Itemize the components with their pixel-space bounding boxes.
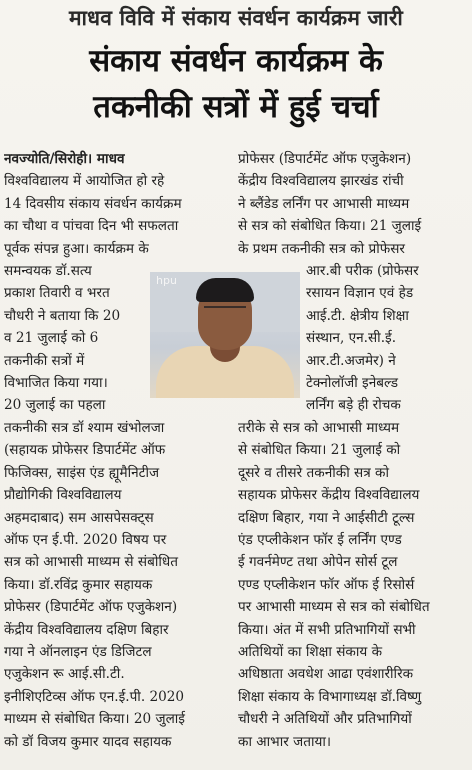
right-line: सहायक प्रोफेसर केंद्रीय विश्वविद्यालय (238, 487, 420, 504)
left-line: सत्र को आभासी माध्यम से संबोधित (4, 554, 179, 571)
left-line: प्रकाश तिवारी व भरत (4, 285, 110, 302)
right-line: एंड एप्लीकेशन फॉर ई लर्निंग एण्ड (238, 531, 402, 548)
left-line: अहमदाबाद) सम आसपेसक्ट्स (4, 509, 154, 526)
left-line: का चौथा व पांचवा दिन भी सफलता (4, 218, 179, 235)
right-line: अधिष्ठाता अवधेश आढा एवंशारीरिक (238, 666, 414, 683)
right-text-column (238, 148, 468, 753)
right-line: तरीके से सत्र को आभासी माध्यम (238, 419, 400, 436)
left-column-wrap (4, 260, 230, 417)
left-line: तकनीकी सत्र डॉ श्याम खंभोलजा (4, 419, 165, 436)
left-line: केंद्रीय विश्वविद्यालय दक्षिण बिहार (4, 621, 169, 638)
left-line: किया। डॉ.रविंद्र कुमार सहायक (4, 576, 153, 593)
left-text-column (4, 148, 230, 753)
right-column-wrap (306, 260, 468, 417)
right-line: से संबोधित किया। 21 जुलाई को (238, 442, 401, 459)
left-column-bottom (4, 417, 230, 753)
photo-corner-label: hpu (156, 274, 177, 287)
right-line: ने ब्लैंडेड लर्निंग पर आभासी माध्यम (238, 195, 410, 212)
left-line: प्रोफेसर (डिपार्टमेंट ऑफ एजुकेशन) (4, 599, 178, 616)
right-line: पर आभासी माध्यम से सत्र को संबोधित (238, 599, 430, 616)
right-line: से सत्र को संबोधित किया। 21 जुलाई (238, 218, 422, 235)
right-line: लर्निंग बड़े ही रोचक (306, 397, 401, 414)
left-line: 14 दिवसीय संकाय संवर्धन कार्यक्रम (4, 195, 182, 212)
right-line: संस्थान, एन.सी.ई. (306, 330, 397, 347)
right-line: आर.बी परीक (प्रोफेसर (306, 263, 419, 280)
right-line: रसायन विज्ञान एवं हेड (306, 285, 414, 302)
right-wrap-lines (306, 260, 468, 417)
article-kicker: माधव विवि में संकाय संवर्धन कार्यक्रम जारी (68, 6, 404, 30)
right-line: एण्ड एप्लीकेशन फॉर ऑफ ई रिसोर्स (238, 576, 415, 593)
right-line: प्रोफेसर (डिपार्टमेंट ऑफ एजुकेशन) (238, 151, 412, 167)
right-column-top (238, 148, 468, 260)
left-line: प्रौद्योगिकी विश्वविद्यालय (4, 487, 122, 504)
right-line: चौधरी ने अतिथियों और प्रतिभागियों (238, 711, 412, 728)
article-headline (10, 38, 462, 130)
left-line: समन्वयक डॉ.सत्य (4, 263, 92, 280)
left-line: विभाजित किया गया। (4, 375, 108, 392)
right-line: आई.टी. क्षेत्रीय शिक्षा (306, 307, 409, 324)
headline-line-1: संकाय संवर्धन कार्यक्रम के (89, 43, 383, 79)
left-column-top (4, 148, 230, 260)
left-line: इनीशिएटिव्स ऑफ एन.ई.पी. 2020 (4, 688, 185, 705)
right-line: का आभार जताया। (238, 733, 332, 750)
left-line: माध्यम से संबोधित किया। 20 जुलाई (4, 711, 185, 728)
left-line: एजुकेशन रू आई.सी.टी. (4, 666, 125, 683)
left-line: फिजिक्स, साइंस एंड ह्यूमैनिटीज (4, 464, 160, 481)
left-line: चौधरी ने बताया कि 20 (4, 307, 121, 324)
left-line: व 21 जुलाई को 6 (4, 330, 99, 347)
right-line: दक्षिण बिहार, गया ने आईसीटी टूल्स (238, 509, 415, 526)
right-line: अतिथियों का शिक्षा संकाय के (238, 643, 383, 660)
right-line: दूसरे व तीसरे तकनीकी सत्र को (238, 464, 390, 481)
left-line: गया ने ऑनलाइन एंड डिजिटल (4, 643, 152, 660)
left-line: विश्वविद्यालय में आयोजित हो रहे (4, 173, 165, 190)
right-line: ई गवर्नमेण्ट तथा ओपेन सोर्स टूल (238, 554, 398, 571)
headline-line-2: तकनीकी सत्रों में हुई चर्चा (93, 89, 379, 125)
right-line: के प्रथम तकनीकी सत्र को प्रोफेसर (238, 240, 405, 257)
left-line: नवज्योति/सिरोही। माधव (4, 151, 125, 167)
right-line: किया। अंत में सभी प्रतिभागियों सभी (238, 621, 416, 638)
left-line: (सहायक प्रोफेसर डिपार्टमेंट ऑफ (4, 442, 166, 459)
right-column-bottom (238, 417, 468, 753)
right-line: केंद्रीय विश्वविद्यालय झारखंड रांची (238, 173, 404, 190)
left-line: तकनीकी सत्रों में (4, 352, 85, 369)
left-line: ऑफ एन ई.पी. 2020 विषय पर (4, 531, 167, 548)
left-line: को डॉ विजय कुमार यादव सहायक (4, 733, 172, 750)
left-line: पूर्वक संपन्न हुआ। कार्यक्रम के (4, 240, 149, 257)
right-line: आर.टी.अजमेर) ने (306, 352, 396, 369)
right-line: शिक्षा संकाय के विभागाध्यक्ष डॉ.विष्णु (238, 688, 422, 705)
right-line: टेक्नोलॉजी इनेबल्ड (306, 375, 399, 392)
left-line: 20 जुलाई का पहला (4, 397, 106, 414)
